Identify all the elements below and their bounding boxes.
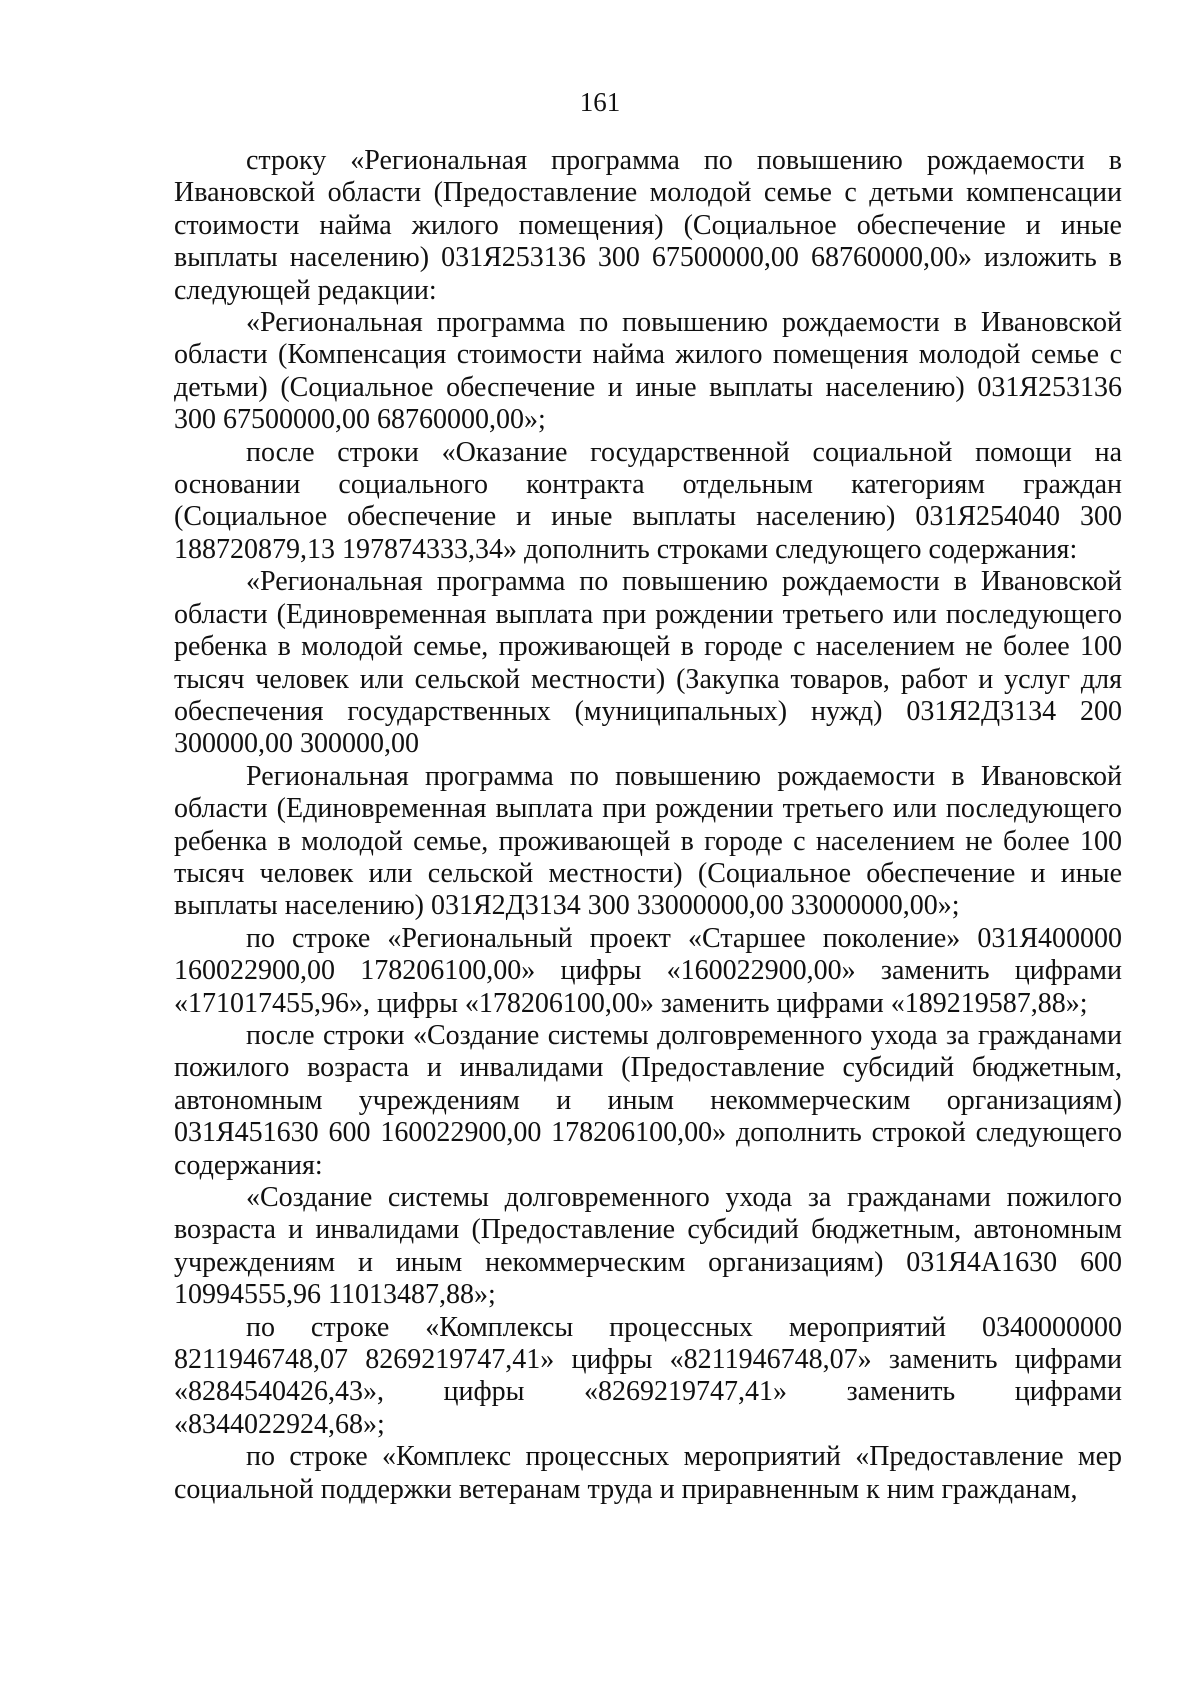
paragraph-7: после строки «Создание системы долговременного ухода за гражданами пожилого возраста и инвалидами (Предоставление субсидий бюджетным, автономным учреждениям и иным некоммерческим организациям) 031Я451630 600 160022900,00 178206100,00» дополнить строкой следующего содержания: (174, 1019, 1122, 1181)
paragraph-4: «Региональная программа по повышению рождаемости в Ивановской области (Единовременная выплата при рождении третьего или последующего ребенка в молодой семье, проживающей в городе с населением не более 100 тысяч человек или сельской местности) (Закупка товаров, работ и услуг для обеспечения государственных (муниципальных) нужд) 031Я2Д3134 200 300000,00 300000,00 (174, 566, 1122, 760)
paragraph-8: «Создание системы долговременного ухода за гражданами пожилого возраста и инвалидами (Предоставление субсидий бюджетным, автономным учреждениям и иным некоммерческим организациям) 031Я4А1630 600 10994555,96 11013487,88»; (174, 1182, 1122, 1311)
paragraph-5: Региональная программа по повышению рождаемости в Ивановской области (Единовременная выплата при рождении третьего или последующего ребенка в молодой семье, проживающей в городе с населением не более 100 тысяч человек или сельской местности) (Социальное обеспечение и иные выплаты населению) 031Я2Д3134 300 33000000,00 33000000,00»; (174, 760, 1122, 922)
paragraph-10: по строке «Комплекс процессных мероприятий «Предоставление мер социальной поддержки ветеранам труда и приравненным к ним гражданам, (174, 1441, 1122, 1505)
paragraph-9: по строке «Комплексы процессных мероприятий 0340000000 8211946748,07 8269219747,41» цифры «8211946748,07» заменить цифрами «8284540426,43», цифры «8269219747,41» заменить цифрами «8344022924,68»; (174, 1311, 1122, 1440)
page-number: 161 (579, 87, 621, 117)
paragraph-1: строку «Региональная программа по повышению рождаемости в Ивановской области (Предоставление молодой семье с детьми компенсации стоимости найма жилого помещения) (Социальное обеспечение и иные выплаты населению) 031Я253136 300 67500000,00 68760000,00» изложить в следующей редакции: (174, 145, 1122, 306)
document-body (174, 145, 1122, 1506)
paragraph-3: после строки «Оказание государственной социальной помощи на основании социального контракта отдельным категориям граждан (Социальное обеспечение и иные выплаты населению) 031Я254040 300 188720879,13 197874333,34» дополнить строками следующего содержания: (174, 436, 1122, 565)
paragraph-6: по строке «Региональный проект «Старшее поколение» 031Я400000 160022900,00 178206100,00» цифры «160022900,00» заменить цифрами «171017455,96», цифры «178206100,00» заменить цифрами «189219587,88»; (174, 922, 1122, 1019)
paragraph-2: «Региональная программа по повышению рождаемости в Ивановской области (Компенсация стоимости найма жилого помещения молодой семье с детьми) (Социальное обеспечение и иные выплаты населению) 031Я253136 300 67500000,00 68760000,00»; (174, 307, 1122, 436)
